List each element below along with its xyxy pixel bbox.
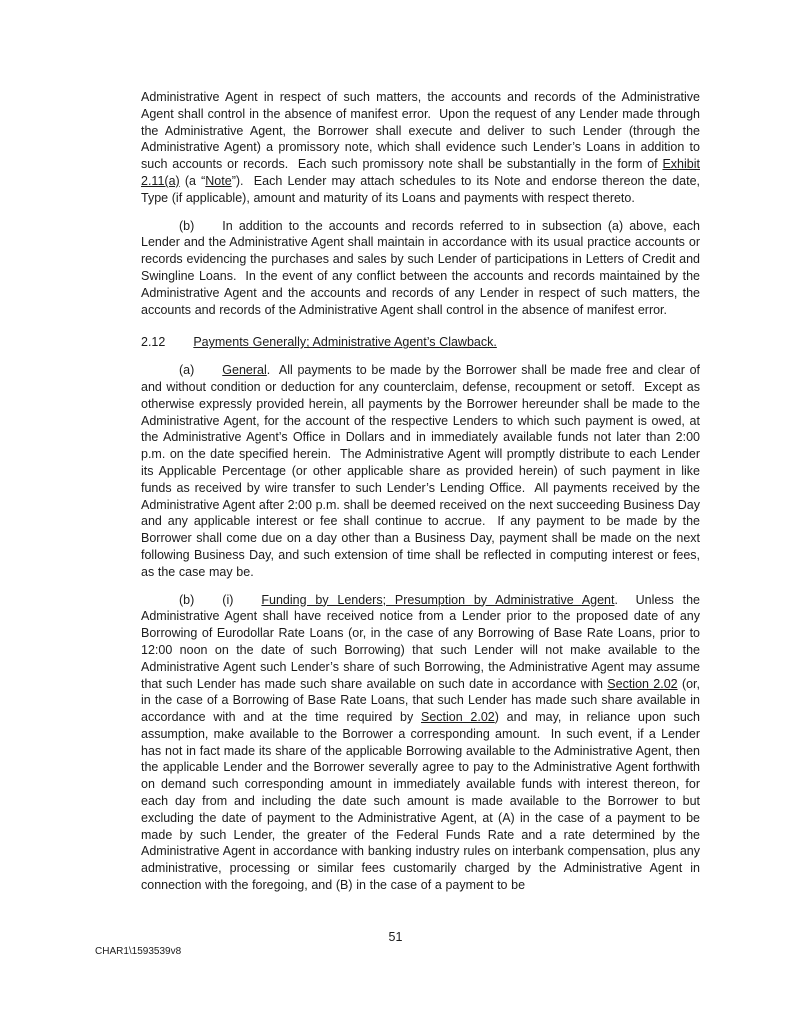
paragraph-2-11-b xyxy=(141,218,700,319)
underlined-text: Section 2.02 xyxy=(607,676,678,691)
text-run: . All payments to be made by the Borrower shall be made free and clear of and without condition or deduction for any counterclaim, defense, recoupment or setoff. Except as otherwise expressly provided herein, all payments by the Borrower hereunder shall be made to the Administrative Agent, for the account of the respective Lenders to which such payment is owed, at the Administrative Agent’s Office in Dollars and in immediately available funds not later than 2:00 p.m. on the date specified herein. The Administrative Agent will promptly distribute to each Lender its Applicable Percentage (or other applicable share as provided herein) of such payment in like funds as received by wire transfer to such Lender’s Lending Office. All payments received by the Administrative Agent after 2:00 p.m. shall be deemed received on the next succeeding Business Day and any applicable interest or fee shall continue to accrue. If any payment to be made by the Borrower shall come due on a day other than a Business Day, payment shall be made on the next following Business Day, and such extension of time shall be reflected in computing interest or fees, as the case may be. xyxy=(141,363,700,579)
text-run: (a “ xyxy=(179,173,206,188)
text-run: (b) xyxy=(179,218,195,233)
text-run: ”). Each Lender may attach schedules to its Note and endorse thereon the date, Type (if applicable), amount and maturity of its Loans and payments with respect thereto. xyxy=(141,173,700,205)
text-run: Administrative Agent in respect of such matters, the accounts and records of the Administrative Agent shall control in the absence of manifest error. Upon the request of any Lender made through the Administrative Agent, the Borrower shall execute and deliver to such Lender (through the Administrative Agent) a promissory note, which shall evidence such Lender’s Loans in addition to such accounts or records. Each such promissory note shall be substantially in the form of xyxy=(141,90,700,172)
underlined-text: Funding by Lenders; Presumption by Administrative Agent xyxy=(261,592,615,607)
paragraph-2-12-a-general xyxy=(141,362,700,580)
underlined-text: Section 2.02 xyxy=(421,710,495,725)
text-run: (i) xyxy=(222,592,234,607)
text-run: 2.12 xyxy=(141,335,166,350)
text-run: ) and may, in reliance upon such assumption, make available to the Borrower a corresponding amount. In such event, if a Lender has not in fact made its share of the applicable Borrowing available to the Administrative Agent, then the applicable Lender and the Borrower severally agree to pay to the Administrative Agent forthwith on demand such corresponding amount in immediately available funds with interest thereon, for each day from and including the date such amount is made available to the Borrower to but excluding the date of payment to the Administrative Agent, at (A) in the case of a payment to be made by such Lender, the greater of the Federal Funds Rate and a rate determined by the Administrative Agent in accordance with banking industry rules on interbank compensation, plus any administrative, processing or similar fees customarily charged by the Administrative Agent in connection with the foregoing, and (B) in the case of a payment to be xyxy=(141,710,700,893)
underlined-text: General xyxy=(222,363,267,378)
document-body xyxy=(141,89,700,905)
paragraph-2-12-b-i-funding xyxy=(141,592,700,894)
underlined-text: Payments Generally; Administrative Agent’s Clawback. xyxy=(193,335,497,350)
underlined-text: Exhibit 2.11(a) xyxy=(141,157,700,188)
text-run: . Unless the Administrative Agent shall have received notice from a Lender prior to the proposed date of any Borrowing of Eurodollar Rate Loans (or, in the case of any Borrowing of Base Rate Loans, prior to 12:00 noon on the date of such Borrowing) that such Lender will not make available to the Administrative Agent such Lender’s share of such Borrowing, the Administrative Agent may assume that such Lender has made such share available on such date in accordance with xyxy=(141,592,700,691)
section-heading-2-12 xyxy=(141,334,700,351)
document-id-footer: CHAR1\1593539v8 xyxy=(95,946,182,957)
text-run: (a) xyxy=(179,363,195,378)
text-run: In addition to the accounts and records referred to in subsection (a) above, each Lender and the Administrative Agent shall maintain in accordance with its usual practice accounts or records evidencing the purchases and sales by such Lender of participations in Letters of Credit and Swingline Loans. In the event of any conflict between the accounts and records maintained by the Administrative Agent and the accounts and records of any Lender in respect of such matters, the accounts and records of the Administrative Agent shall control in the absence of manifest error. xyxy=(141,218,700,317)
text-run: (or, in the case of a Borrowing of Base Rate Loans, that such Lender has made such share available in accordance with and at the time required by xyxy=(141,676,701,725)
underlined-text: Note xyxy=(205,173,232,188)
page-number: 51 xyxy=(388,930,403,944)
paragraph-2-11-a-continuation xyxy=(141,89,700,207)
text-run: (b) xyxy=(179,592,195,607)
